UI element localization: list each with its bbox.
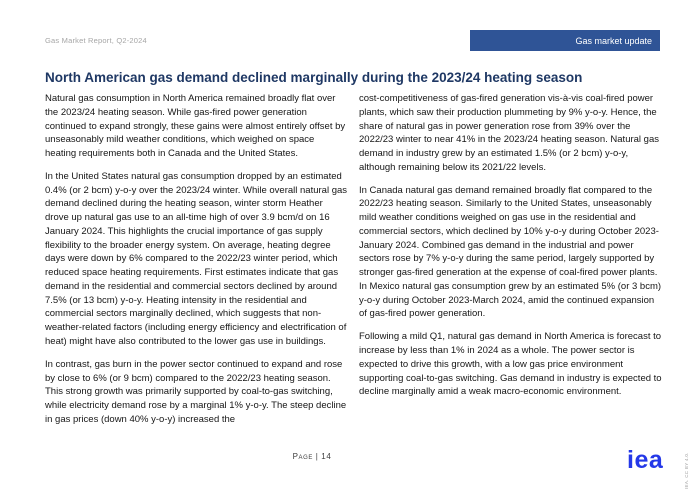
page-number: Page | 14 [292,452,332,461]
body-text [45,92,662,436]
page-title: North American gas demand declined marginally during the 2023/24 heating season [45,70,583,86]
left-column [45,92,348,436]
paragraph: Following a mild Q1, natural gas demand in North America is forecast to increase by less than 1% in 2024 as a whole. The power sector is expected to drive this growth, with a low gas price environment supporting coal-to-gas switching. Gas demand in industry is expected to decline marginally amid a weak macro-economic environment. [359,331,662,398]
license-attribution: IEA. CC BY 4.0. [684,452,689,489]
paragraph: Natural gas consumption in North America remained broadly flat over the 2023/24 heating season. While gas-fired power generation continued to expand strongly, these gains were almost entirely offset by unseasonably mild weather conditions, which weighed on space heating requirements both in Canada and the United States. [45,93,346,160]
paragraph: In Canada natural gas demand remained broadly flat compared to the 2022/23 heating season. Similarly to the United States, unseasonably mild weather conditions weighed on gas use in the residential and commercial sectors, which declined by 10% y-o-y during October 2023-January 2024. Combined gas demand in the industrial and power sectors rose by 7% y-o-y during the same period, largely supported by stronger gas-fired generation at the expense of coal-fired power plants. In Mexico natural gas consumption grew by an estimated 5% (or 3 bcm) y-o-y during October 2023-March 2024, amid the continued expansion of gas-fired power generation. [359,184,662,320]
section-badge: Gas market update [470,30,660,51]
right-column [359,92,662,436]
report-edition-label: Gas Market Report, Q2-2024 [45,36,147,45]
paragraph: In the United States natural gas consumption dropped by an estimated 0.4% (or 2 bcm) y-o-y over the 2023/24 winter. While overall natural gas demand declined during the heating season, winter storm Heather drove up natural gas use to an all-time high of over 3.9 bcm/d on 16 January 2024. This highlights the crucial importance of gas supply flexibility to the broader energy system. On average, heating degree days were down by 6% compared to the 2022/23 winter period, which reduced space heating requirements. First estimates indicate that gas demand in the residential and commercial sectors declined by around 7.5% (or 13 bcm) y-o-y. Heating intensity in the residential and commercial sectors marginally declined, which suggests that non-weather-related factors (including energy efficiency and electrification of heat) might have also contributed to the lower gas use in buildings. [45,170,348,348]
paragraph: cost-competitiveness of gas-fired generation vis-à-vis coal-fired power plants, which saw their production plummeting by 9% y-o-y. Hence, the share of natural gas in power generation rose from 39% over the 2022/23 winter to near 41% in the 2023/24 heating season. Natural gas demand in industry grew by an estimated 1.5% (or 2 bcm) y-o-y, although remaining below its 2021/22 levels. [359,93,659,173]
paragraph: In contrast, gas burn in the power sector continued to expand and rose by close to 6% (or 9 bcm) compared to the 2022/23 heating season. This strong growth was primarily supported by coal-to-gas switching, while electricity demand rose by a marginal 1% y-o-y. The steep decline in gas prices (down 40% y-o-y) increased the [45,358,347,425]
iea-logo: iea [627,446,664,474]
